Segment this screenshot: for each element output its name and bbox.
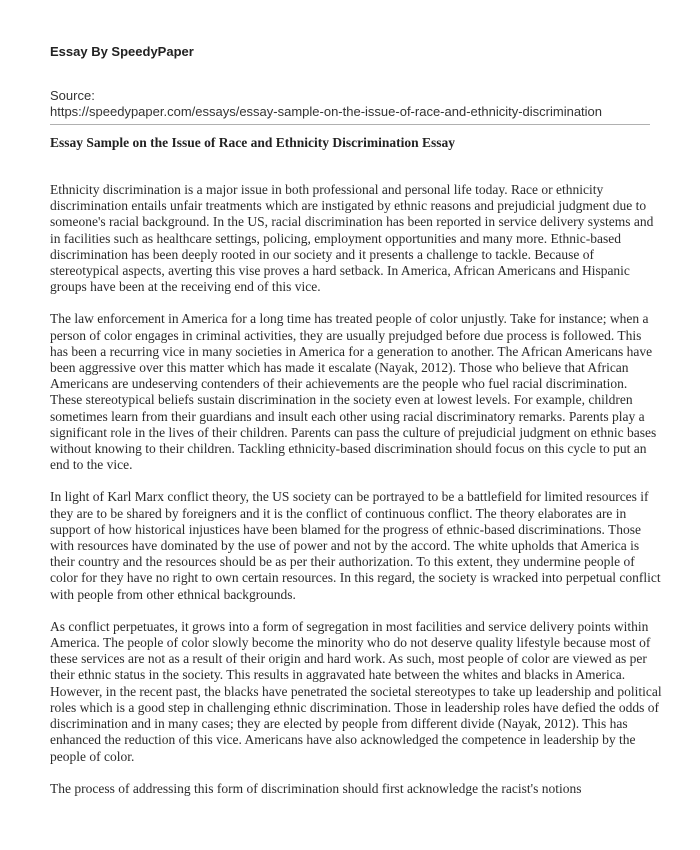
- paragraph-5: The process of addressing this form of discrimination should first acknowledge the racist's notions: [50, 780, 582, 796]
- paragraph-4: As conflict perpetuates, it grows into a form of segregation in most facilities and service delivery points within America. The people of color slowly become the minority who do not deserve quality lifestyle because most of these services are not as a result of their origin and hard work. As such, most people of color are viewed as per their ethnic status in the society. This results in aggravated hate between the whites and blacks in America. However, in the recent past, the blacks have penetrated the societal stereotypes to take up leadership and political roles which is a good step in challenging ethnic discrimination. Those in leadership roles have defied the odds of discrimination and in many cases; they are elected by people from different divide (Nayak, 2012). This has enhanced the reduction of this vice. Americans have also acknowledged the competence in leadership by the people of color.: [50, 618, 662, 764]
- paragraph-3: In light of Karl Marx conflict theory, the US society can be portrayed to be a battlefield for limited resources if they are to be shared by foreigners and it is the conflict of continuous conflict. The theory elaborates are in support of how historical injustices have been blamed for the progress of ethnic-based discriminations. Those with resources have dominated by the use of power and not by the accord. The white upholds that America is their country and the resources should be as per their authorization. To this extent, they undermine people of color for they have no right to own certain resources. In this regard, the society is wracked into perpetual conflict with people from other ethnical backgrounds.: [50, 489, 661, 602]
- essay-title: Essay Sample on the Issue of Race and Ethnicity Discrimination Essay: [50, 135, 456, 150]
- paragraph-1: Ethnicity discrimination is a major issue in both professional and personal life today. Race or ethnicity discrimination entails unfair treatments which are instigated by ethnic reasons and prejudicial judgment due to someone's racial background. In the US, racial discrimination has been reported in service delivery systems and in facilities such as healthcare settings, policing, employment opportunities and many more. Ethnic-based discrimination has been deeply rooted in our society and it presents a challenge to tackle. Because of stereotypical aspects, averting this vise proves a hard setback. In America, African Americans and Hispanic groups have been at the receiving end of this vice.: [50, 182, 654, 295]
- header-divider: [50, 124, 650, 125]
- document-header: [50, 44, 660, 120]
- source-label: Source:: [50, 88, 95, 103]
- essay-body: [50, 182, 662, 813]
- paragraph-2: The law enforcement in America for a long time has treated people of color unjustly. Take for instance; when a person of color engages in criminal activities, they are usually prejudged before due process is followed. This has been a recurring vice in many societies in America for a generation to another. The African Americans have been aggressive over this matter which has made it escalate (Nayak, 2012). Those who believe that African Americans are undeserving contenders of their achievements are the people who fuel racial discrimination. These stereotypical beliefs sustain discrimination in the society even at lowest levels. For example, children sometimes learn from their guardians and insult each other using racial discriminatory remarks. Parents play a significant role in the lives of their children. Parents can pass the culture of prejudicial judgment on ethnic bases without knowing to their children. Tackling ethnicity-based discrimination should focus on this cycle to put an end to the vice.: [50, 311, 657, 473]
- source-url[interactable]: https://speedypaper.com/essays/essay-sample-on-the-issue-of-race-and-ethnicity-discrimination: [50, 104, 603, 119]
- brand-heading: Essay By SpeedyPaper: [50, 44, 194, 59]
